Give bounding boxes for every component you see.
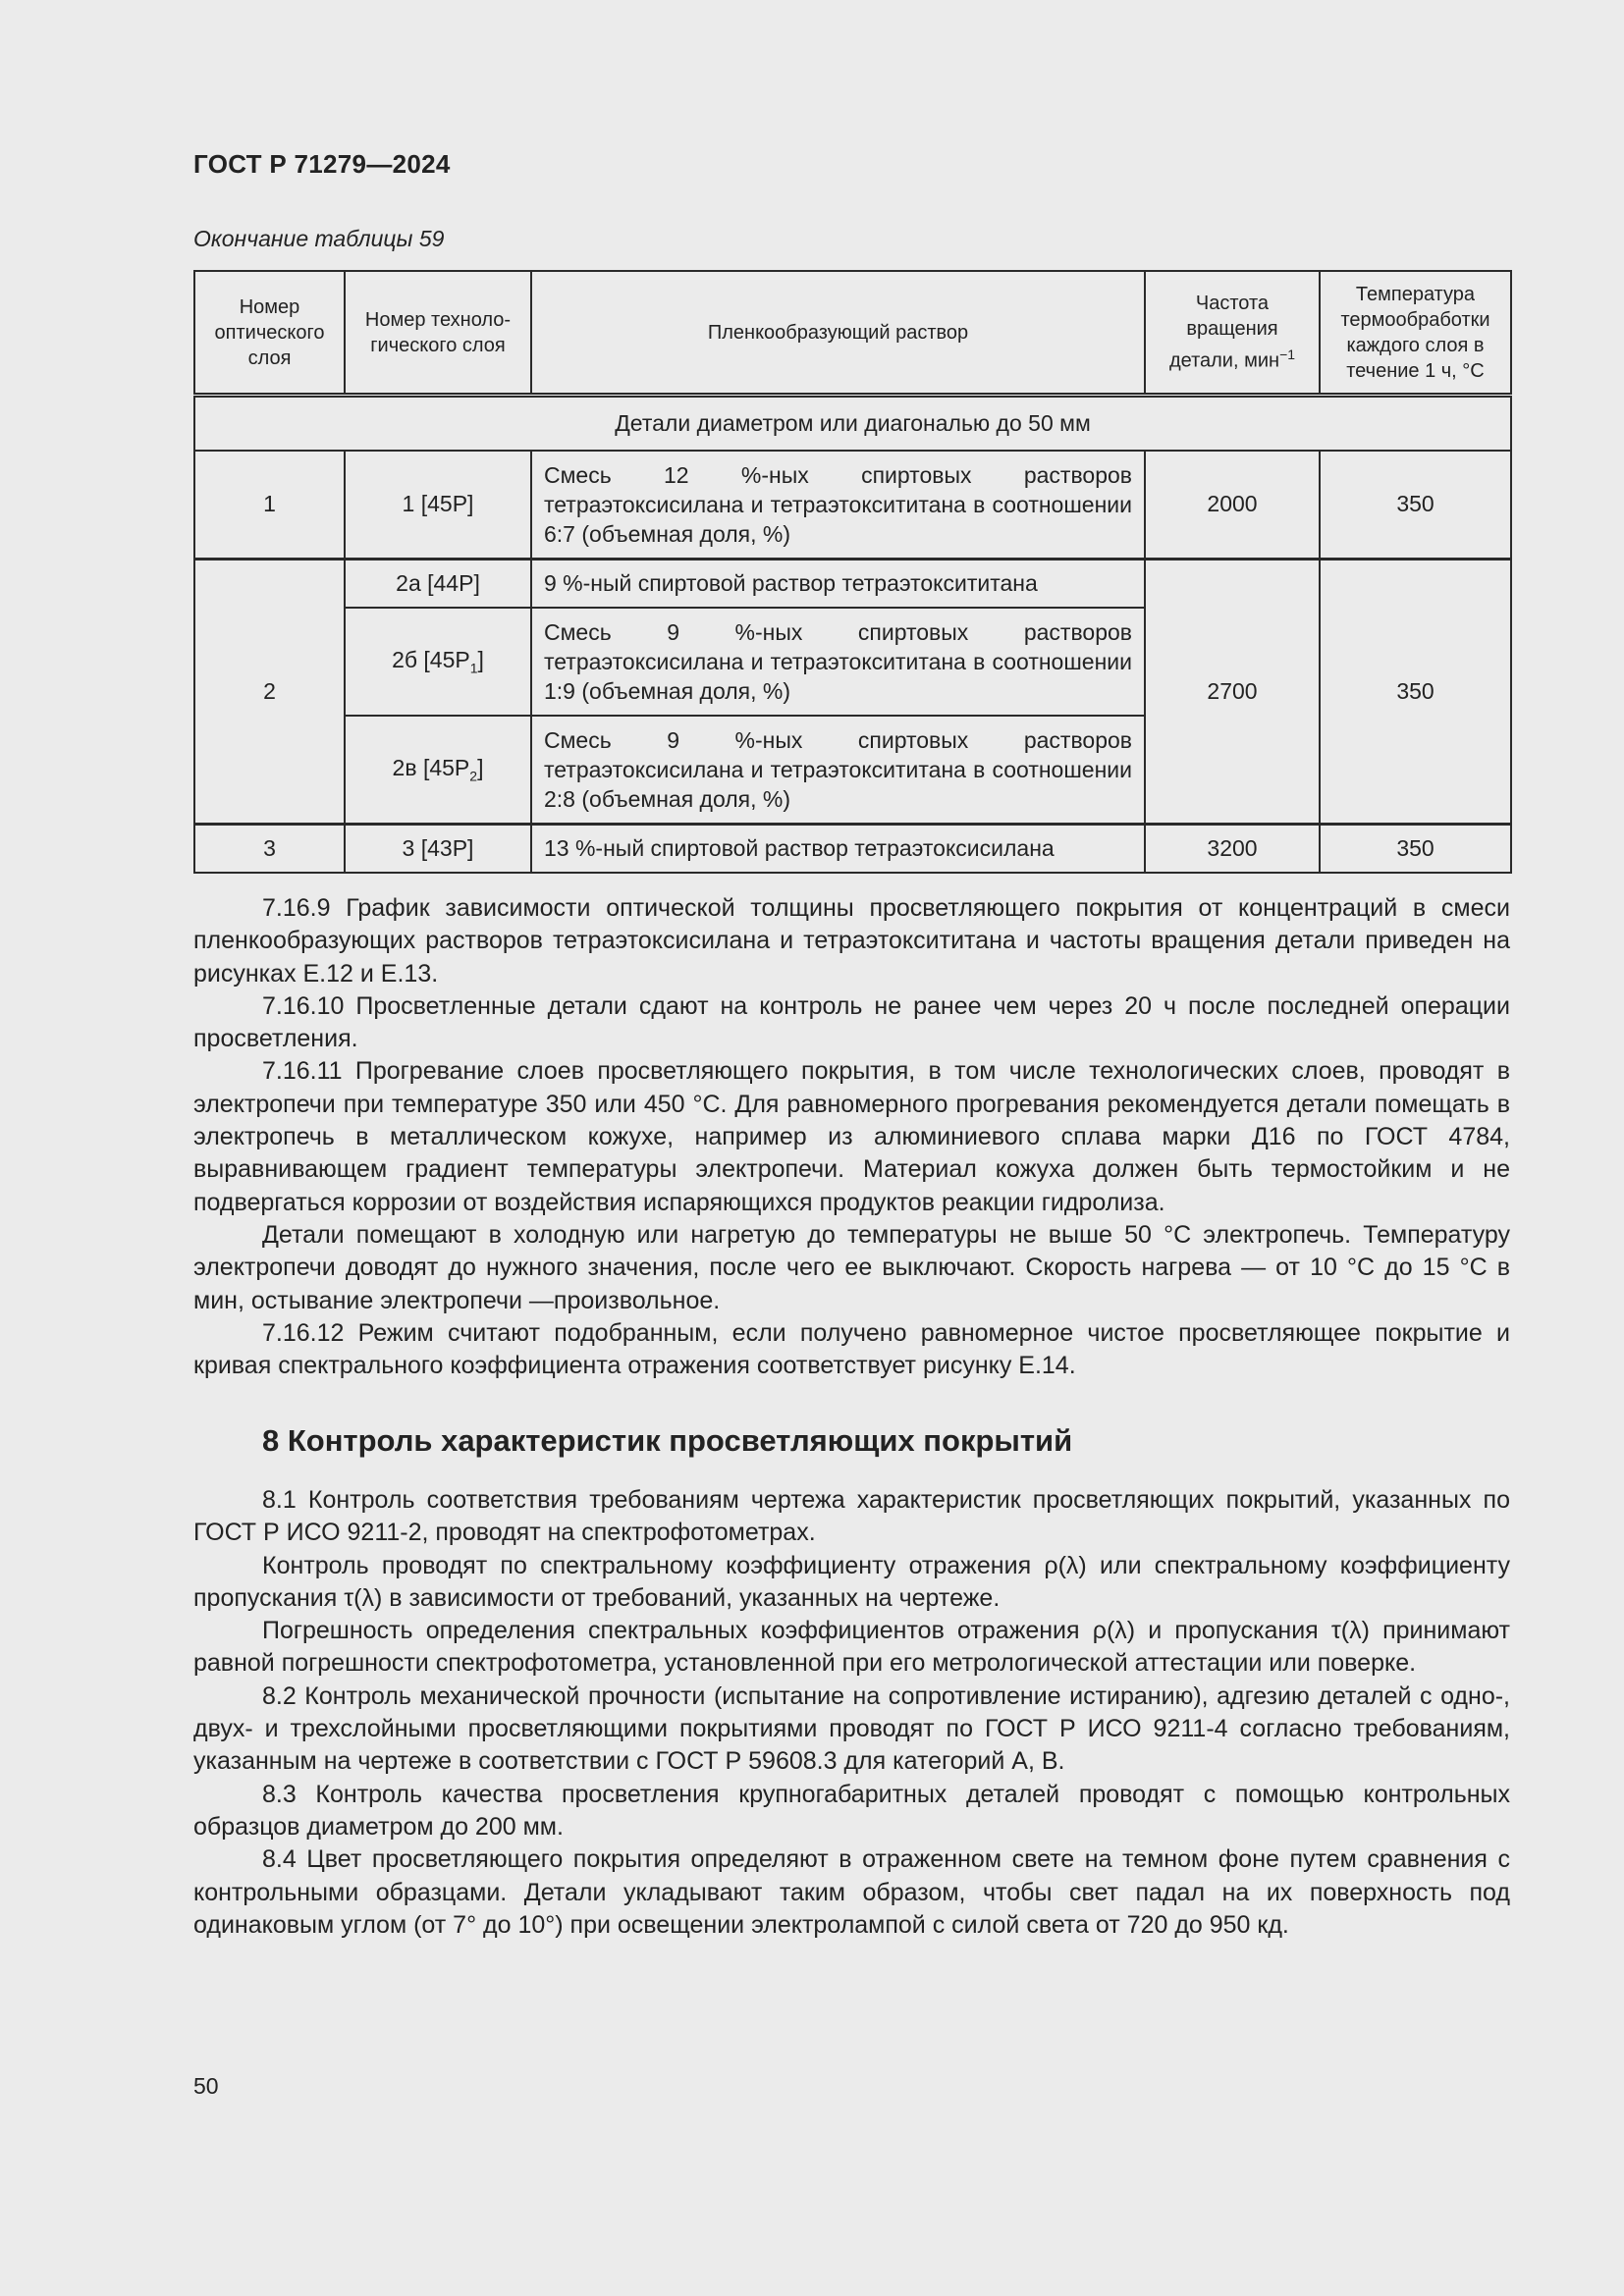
table-row — [194, 824, 1511, 873]
tech-layer-base: 2б [45Р — [392, 647, 470, 673]
paragraph-7-16-12: 7.16.12 Режим считают подобранным, если получено равномерное чистое просветляющее покрытие и кривая спектрального коэффициента отражения соответствует рисунку Е.14. — [193, 1318, 1510, 1380]
cell-tech-layer — [345, 716, 531, 824]
cell-optical-layer: 3 — [194, 824, 345, 873]
paragraph-8-4: 8.4 Цвет просветляющего покрытия определяют в отраженном свете на темном фоне путем сравнения с контрольными образцами. Детали укладывают таким образом, чтобы свет падал на их поверхность под одинаковым углом (от 7° до 10°) при освещении электролампой с силой света от 720 до 950 кд. — [193, 1845, 1510, 1939]
paragraph-7-16-10: 7.16.10 Просветленные детали сдают на контроль не ранее чем через 20 ч после последней операции просветления. — [193, 991, 1510, 1053]
tech-layer-sub: 1 — [469, 660, 478, 676]
section-8-heading: 8 Контроль характеристик просветляющих покрытий — [262, 1423, 1073, 1458]
paragraph-8-2: 8.2 Контроль механической прочности (испытание на сопротивление истиранию), адгезию деталей с одно-, двух- и трехслойными просветляющими покрытиями проводят по ГОСТ Р ИСО 9211-4 согласно требованиям, указанным на чертеже в соответствии с ГОСТ Р 59608.3 для категорий А, В. — [193, 1682, 1510, 1776]
tech-layer-base: 2в [45Р — [392, 754, 470, 780]
cell-frequency: 2000 — [1145, 451, 1320, 559]
cell-optical-layer: 2 — [194, 559, 345, 824]
body-text-7-16 — [193, 892, 1510, 1382]
tech-layer-sub: 2 — [469, 768, 478, 784]
header-frequency-text: Частота вращения детали, мин — [1168, 293, 1280, 372]
header-optical-layer: Номер оптического слоя — [194, 271, 345, 396]
cell-solution: 9 %-ный спиртовой раствор тетраэтоксититана — [531, 559, 1145, 608]
table-row — [194, 451, 1511, 559]
table-group-row — [194, 396, 1511, 452]
cell-tech-layer: 2а [44Р] — [345, 559, 531, 608]
document-header: ГОСТ Р 71279—2024 — [193, 149, 451, 179]
paragraph-8-1-error: Погрешность определения спектральных коэффициентов отражения ρ(λ) и пропускания τ(λ) принимают равной погрешности спектрофотометра, установленной при его метрологической аттестации или поверке. — [193, 1617, 1510, 1678]
cell-tech-layer: 1 [45Р] — [345, 451, 531, 559]
cell-frequency: 2700 — [1145, 559, 1320, 824]
table-59 — [193, 270, 1512, 874]
group-label: Детали диаметром или диагональю до 50 мм — [194, 396, 1511, 452]
page-number: 50 — [193, 2073, 219, 2099]
cell-solution: Смесь 9 %-ных спиртовых растворов тетраэтоксисилана и тетраэтоксититана в соотношении 2:8 (объемная доля, %) — [531, 716, 1145, 824]
table-row — [194, 559, 1511, 608]
header-solution: Пленкообразующий раствор — [531, 271, 1145, 396]
cell-tech-layer — [345, 608, 531, 716]
cell-temperature: 350 — [1320, 824, 1511, 873]
cell-frequency: 3200 — [1145, 824, 1320, 873]
tech-layer-end: ] — [477, 754, 484, 780]
table-header-row — [194, 271, 1511, 396]
cell-solution: Смесь 9 %-ных спиртовых растворов тетраэтоксисилана и тетраэтоксититана в соотношении 1:9 (объемная доля, %) — [531, 608, 1145, 716]
header-frequency-sup: −1 — [1279, 347, 1296, 363]
tech-layer-end: ] — [477, 647, 484, 673]
header-temperature: Температура термообработки каждого слоя в течение 1 ч, °С — [1320, 271, 1511, 396]
paragraph-7-16-9: 7.16.9 График зависимости оптической толщины просветляющего покрытия от концентраций в смеси пленкообразующих растворов тетраэтоксисилана и тетраэтоксититана и частоты вращения детали приведен на рисунках Е.12 и Е.13. — [193, 894, 1510, 988]
cell-temperature: 350 — [1320, 559, 1511, 824]
paragraph-8-1: 8.1 Контроль соответствия требованиям чертежа характеристик просветляющих покрытий, указанных по ГОСТ Р ИСО 9211-2, проводят на спектрофотометрах. — [193, 1486, 1510, 1547]
paragraph-8-3: 8.3 Контроль качества просветления крупногабаритных деталей проводят с помощью контрольных образцов диаметром до 200 мм. — [193, 1780, 1510, 1841]
cell-optical-layer: 1 — [194, 451, 345, 559]
cell-solution: Смесь 12 %-ных спиртовых растворов тетраэтоксисилана и тетраэтоксититана в соотношении 6:7 (объемная доля, %) — [531, 451, 1145, 559]
cell-temperature: 350 — [1320, 451, 1511, 559]
paragraph-7-16-11-cont: Детали помещают в холодную или нагретую до температуры не выше 50 °С электропечь. Температуру электропечи доводят до нужного значения, после чего ее выключают. Скорость нагрева — от 10 °С до 15 °С в мин, остывание электропечи —произвольное. — [193, 1220, 1510, 1314]
cell-tech-layer: 3 [43Р] — [345, 824, 531, 873]
cell-solution: 13 %-ный спиртовой раствор тетраэтоксисилана — [531, 824, 1145, 873]
paragraph-7-16-11: 7.16.11 Прогревание слоев просветляющего покрытия, в том числе технологических слоев, проводят в электропечи при температуре 350 или 450 °С. Для равномерного прогревания рекомендуется детали помещать в электропечь в металлическом кожухе, например из алюминиевого сплава марки Д16 по ГОСТ 4784, выравнивающем градиент температуры электропечи. Материал кожуха должен быть термостойким и не подвергаться коррозии от воздействия испаряющихся продуктов реакции гидролиза. — [193, 1057, 1510, 1216]
paragraph-8-1-control: Контроль проводят по спектральному коэффициенту отражения ρ(λ) или спектральному коэффициенту пропускания τ(λ) в зависимости от требований, указанных на чертеже. — [193, 1551, 1510, 1612]
table-caption: Окончание таблицы 59 — [193, 226, 445, 251]
header-tech-layer: Номер техноло-гического слоя — [345, 271, 531, 396]
header-frequency — [1145, 271, 1320, 396]
body-text-section-8 — [193, 1484, 1510, 1942]
